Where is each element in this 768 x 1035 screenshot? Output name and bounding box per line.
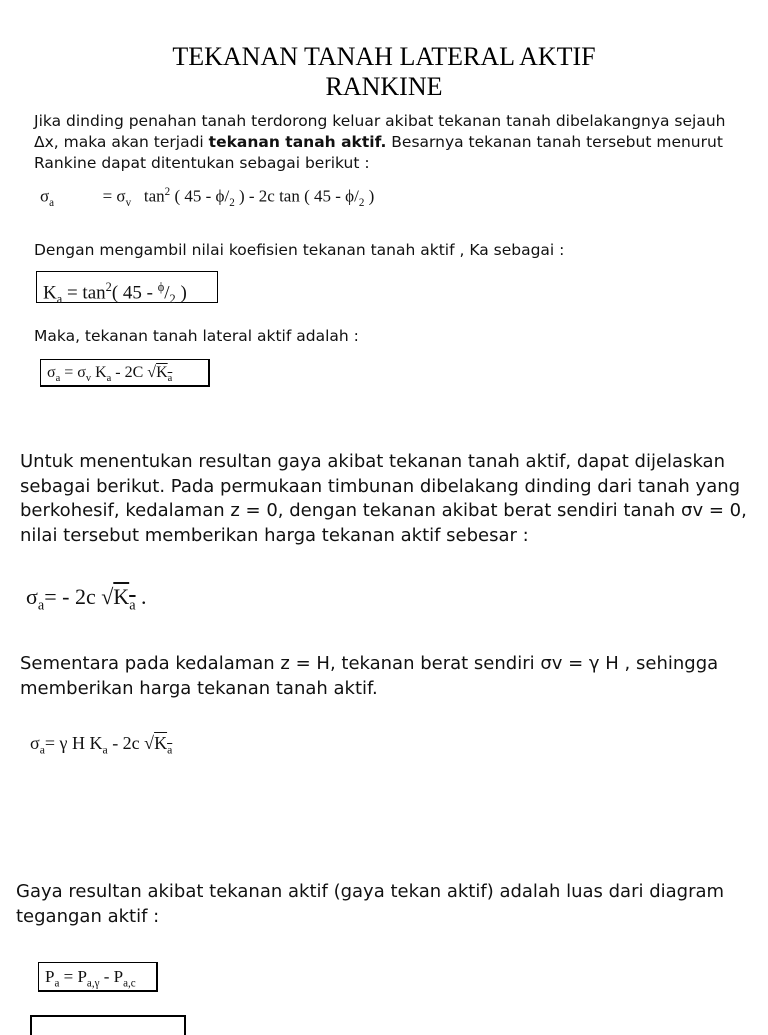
depth-minus: - 2c √ [107,733,155,753]
depth-sigma: σ [30,733,40,753]
equals-sigma-v: = σ [102,186,126,206]
sigma-symbol: σ [40,186,50,206]
depth-radicand [154,733,173,757]
sigma-sub: a [49,197,55,210]
intro-line-3: Rankine dapat ditentukan sebagai berikut : [34,154,370,172]
surface-radicand [113,584,136,614]
surface-k-sub: a [129,597,136,614]
force-minus: - P [99,967,124,986]
formula-depth [30,733,172,757]
force-p: P [45,967,55,986]
cropped-formula-box [30,1015,186,1035]
resultant-line-3: berkohesif, kedalaman z = 0, dengan tekanan akibat berat sendiri tanah σv = 0, [20,500,747,521]
depth-equals: = γ H K [44,733,103,753]
force-p1-sub: a,γ [86,977,100,990]
lateral-rad-k: K [156,364,168,381]
title-line-1: TEKANAN TANAH LATERAL AKTIF [172,42,596,71]
sigma-v-sub: v [125,197,132,210]
ka-intro-text: Dengan mengambil nilai koefisien tekanan tanah aktif , Ka sebagai : [34,241,565,259]
depth-rad-k-sub: a [167,743,173,757]
force-line-1: Gaya resultan akibat tekanan aktif (gaya tekan aktif) adalah luas dari diagram [16,881,725,902]
denom-2: 2 [358,197,365,210]
page-title [0,42,768,102]
intro-bold-term: tekanan tanah aktif. [208,133,387,151]
resultant-line-4: nilai tersebut memberikan harga tekanan aktif sebesar : [20,524,529,546]
formula-main [40,186,374,209]
tan-term: tan [143,186,165,206]
depth-line-1: Sementara pada kedalaman z = H, tekanan berat sendiri σv = γ H , sehingga [20,653,719,674]
ka-close: ) [175,282,187,304]
surface-dot: . [135,584,147,609]
resultant-line-1: Untuk menentukan resultan gaya akibat tekanan tanah aktif, dapat dijelaskan [20,451,725,472]
intro-line-2 [34,132,744,153]
title-line-2: RANKINE [325,72,443,101]
square-exponent: 2 [164,186,171,198]
formula-force-box [38,962,158,992]
ka-slash: / [164,282,170,304]
lateral-k: K [91,364,107,381]
formula-surface [26,584,147,614]
lateral-sigma: σ [47,364,56,381]
lateral-equals: = σ [60,364,86,381]
force-line-2: tegangan aktif : [16,905,160,927]
depth-k-sub: a [102,743,108,757]
ka-two: 2 [169,292,176,307]
depth-sigma-sub: a [39,743,45,757]
intro-line-2-end: Besarnya tekanan tanah tersebut menurut [386,133,723,151]
lateral-radicand [156,364,173,385]
force-p2-sub: a,c [123,977,136,990]
paren-term-2: ) - 2c tan ( 45 - ϕ/ [234,186,359,206]
paren-close: ) [364,186,375,206]
denom-1: 2 [229,197,235,210]
depth-rad-k: K [154,733,168,753]
depth-line-2: memberikan harga tekanan tanah aktif. [20,677,378,699]
ka-paren: ( 45 - [111,282,158,304]
lateral-intro-text: Maka, tekanan tanah lateral aktif adalah : [34,327,359,345]
surface-sigma: σ [26,584,38,609]
resultant-paragraph [20,450,760,548]
surface-sigma-sub: a [37,597,45,614]
surface-equals: = - 2c √ [44,584,114,609]
lateral-minus: - 2C √ [111,364,157,381]
ka-square: 2 [105,280,112,294]
k-sub: a [56,292,63,307]
paren-term-1: ( 45 - ϕ/ [174,186,230,206]
force-p-sub: a [54,977,60,990]
ka-phi: ϕ [157,280,165,294]
ka-equals-tan: = tan [62,282,106,304]
k-symbol: K [43,282,57,304]
intro-line-2-start: Δx, maka akan terjadi [34,133,209,151]
force-equals: = P [59,967,87,986]
surface-k: K [113,584,130,609]
depth-paragraph [20,652,760,701]
formula-ka-box [36,271,218,307]
intro-line-1: Jika dinding penahan tanah terdorong keluar akibat tekanan tanah dibelakangnya sejauh [34,112,726,130]
force-paragraph [16,880,756,929]
intro-paragraph [34,111,744,174]
lateral-rad-k-sub: a [167,373,173,385]
lateral-v-sub: v [85,373,92,385]
lateral-k-sub: a [106,373,112,385]
lateral-sigma-sub: a [55,373,61,385]
resultant-line-2: sebagai berikut. Pada permukaan timbunan dibelakang dinding dari tanah yang [20,475,741,497]
formula-lateral-box [40,359,210,387]
